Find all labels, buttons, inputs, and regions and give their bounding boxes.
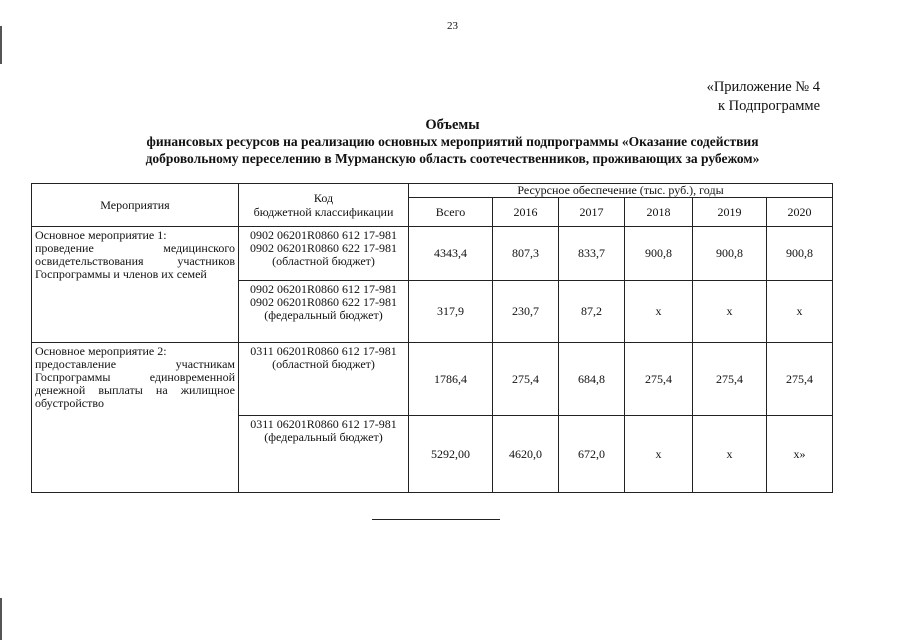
header-activities: Мероприятия bbox=[32, 184, 239, 227]
appendix-reference bbox=[707, 78, 820, 116]
year-cell: 275,4 bbox=[625, 343, 693, 416]
year-cell: 87,2 bbox=[559, 281, 625, 343]
budget-code-cell: 0902 06201R0860 612 17-981 0902 06201R0860 622 17-981 (областной бюджет) bbox=[239, 227, 409, 281]
table-row bbox=[32, 343, 833, 416]
year-cell: х bbox=[625, 281, 693, 343]
total-cell: 5292,00 bbox=[409, 416, 493, 493]
total-cell: 317,9 bbox=[409, 281, 493, 343]
year-cell: х bbox=[693, 416, 767, 493]
year-cell: х bbox=[767, 281, 833, 343]
header-year-2017: 2017 bbox=[559, 198, 625, 227]
appendix-line-2: к Подпрограмме bbox=[717, 98, 820, 114]
document-subtitle-line-1: финансовых ресурсов на реализацию основных мероприятий подпрограммы «Оказание содействия bbox=[146, 134, 759, 149]
year-cell: 807,3 bbox=[493, 227, 559, 281]
year-cell: х bbox=[693, 281, 767, 343]
budget-code-cell: 0311 06201R0860 612 17-981 (областной бюджет) bbox=[239, 343, 409, 416]
year-cell: 900,8 bbox=[693, 227, 767, 281]
appendix-line-1: «Приложение № 4 bbox=[706, 79, 820, 95]
header-budget-code: Код бюджетной классификации bbox=[239, 184, 409, 227]
table-row bbox=[32, 227, 833, 281]
year-cell: 900,8 bbox=[625, 227, 693, 281]
year-cell: х» bbox=[767, 416, 833, 493]
header-total: Всего bbox=[409, 198, 493, 227]
year-cell: 275,4 bbox=[767, 343, 833, 416]
header-year-2019: 2019 bbox=[693, 198, 767, 227]
budget-code-cell: 0311 06201R0860 612 17-981 (федеральный бюджет) bbox=[239, 416, 409, 493]
page-number: 23 bbox=[447, 20, 458, 32]
year-cell: 275,4 bbox=[693, 343, 767, 416]
document-subtitle-line-2: добровольному переселению в Мурманскую область соотечественников, проживающих за рубежом» bbox=[145, 151, 760, 166]
year-cell: 833,7 bbox=[559, 227, 625, 281]
budget-code-cell: 0902 06201R0860 612 17-981 0902 06201R0860 622 17-981 (федеральный бюджет) bbox=[239, 281, 409, 343]
end-divider-line bbox=[372, 519, 500, 520]
header-year-2018: 2018 bbox=[625, 198, 693, 227]
activity-1-name: Основное мероприятие 1: проведение медицинского освидетельствования участников Госпрограммы и членов их семей bbox=[32, 227, 239, 343]
header-year-2020: 2020 bbox=[767, 198, 833, 227]
year-cell: 230,7 bbox=[493, 281, 559, 343]
header-year-2016: 2016 bbox=[493, 198, 559, 227]
year-cell: 684,8 bbox=[559, 343, 625, 416]
total-cell: 4343,4 bbox=[409, 227, 493, 281]
total-cell: 1786,4 bbox=[409, 343, 493, 416]
activity-2-name: Основное мероприятие 2: предоставление участникам Госпрограммы единовременной денежной выплаты на жилищное обустройство bbox=[32, 343, 239, 493]
document-title: Объемы bbox=[425, 117, 480, 133]
year-cell: 900,8 bbox=[767, 227, 833, 281]
scan-edge-mark-bottom bbox=[0, 598, 2, 640]
year-cell: 4620,0 bbox=[493, 416, 559, 493]
financing-table bbox=[31, 183, 833, 493]
year-cell: 275,4 bbox=[493, 343, 559, 416]
header-resources: Ресурсное обеспечение (тыс. руб.), годы bbox=[409, 184, 833, 198]
year-cell: 672,0 bbox=[559, 416, 625, 493]
year-cell: х bbox=[625, 416, 693, 493]
